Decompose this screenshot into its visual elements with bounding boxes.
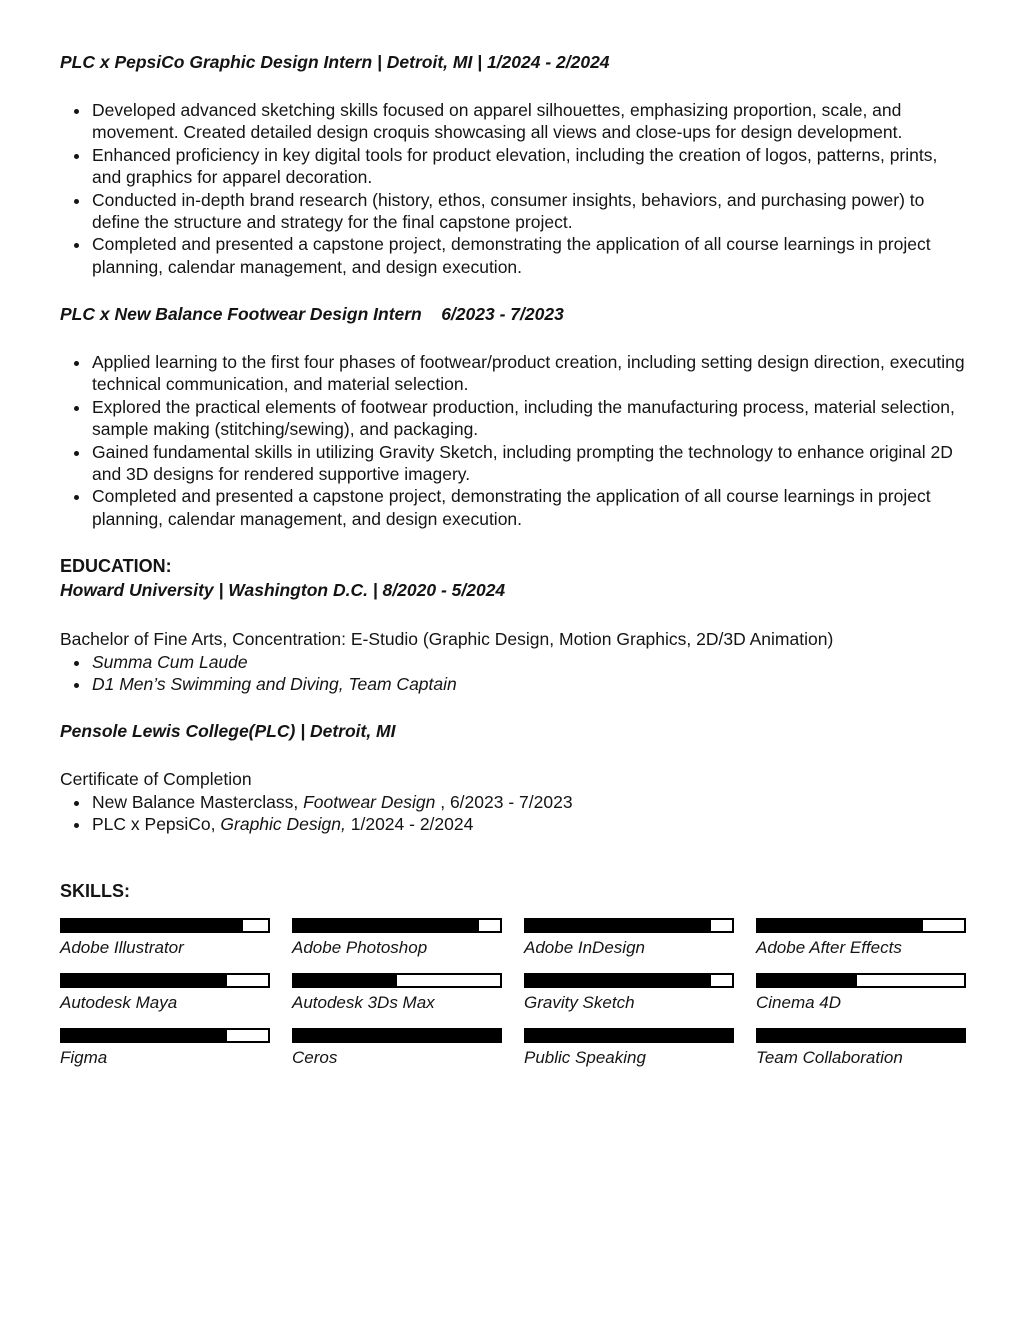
education-heading: EDUCATION: (60, 556, 172, 577)
skill-name: Public Speaking (524, 1048, 646, 1068)
bullet-item (91, 791, 966, 813)
certificate-line: Certificate of Completion (60, 769, 252, 790)
bullet-item: • Completed and presented a capstone project, demonstrating the application of all course learnings in project planning, calendar management, and design execution. (91, 485, 966, 530)
job-title-new-balance: PLC x New Balance Footwear Design Intern 6/2023 - 7/2023 (60, 304, 564, 325)
skill-level-fill (526, 920, 711, 931)
skill-level-bar (292, 973, 502, 988)
bullet-item (91, 813, 966, 835)
education-bullet-list-pensole (60, 791, 966, 836)
skill-item (292, 918, 502, 965)
skill-level-fill (526, 1030, 732, 1041)
bullet-item: • Completed and presented a capstone project, demonstrating the application of all course learnings in project planning, calendar management, and design execution. (91, 233, 966, 278)
bullet-item: • Developed advanced sketching skills focused on apparel silhouettes, emphasizing proportion, scale, and movement. Created detailed design croquis showcasing all views and close-ups for design development. (91, 99, 966, 144)
skill-item (292, 1028, 502, 1075)
skill-name: Autodesk 3Ds Max (292, 993, 435, 1013)
skill-name: Adobe InDesign (524, 938, 645, 958)
skill-level-bar (292, 918, 502, 933)
skill-level-fill (294, 920, 479, 931)
skill-level-fill (758, 1030, 964, 1041)
skill-name: Adobe Illustrator (60, 938, 184, 958)
skill-level-fill (62, 1030, 227, 1041)
school-title-pensole: Pensole Lewis College(PLC) | Detroit, MI (60, 721, 396, 742)
skill-item (524, 1028, 734, 1075)
bullet-text: 1/2024 - 2/2024 (345, 814, 474, 835)
skill-item (60, 973, 270, 1020)
skill-item (756, 918, 966, 965)
bullet-item: • Conducted in-depth brand research (history, ethos, consumer insights, behaviors, and purchasing power) to define the structure and strategy for the final capstone project. (91, 189, 966, 234)
skill-level-bar (60, 918, 270, 933)
bullet-text-italic: Footwear Design (303, 791, 436, 812)
bullet-text: PLC x PepsiCo, (92, 814, 221, 835)
skill-name: Gravity Sketch (524, 993, 635, 1013)
degree-line: Bachelor of Fine Arts, Concentration: E-Studio (Graphic Design, Motion Graphics, 2D/3D Animation) (60, 629, 834, 650)
skill-level-fill (758, 975, 857, 986)
skill-level-bar (756, 1028, 966, 1043)
job-bullet-list-pepsico (60, 99, 966, 278)
job-title-pepsico: PLC x PepsiCo Graphic Design Intern | Detroit, MI | 1/2024 - 2/2024 (60, 52, 610, 72)
skill-level-fill (526, 975, 711, 986)
skill-item (60, 918, 270, 965)
skill-name: Adobe Photoshop (292, 938, 428, 958)
skill-name: Ceros (292, 1048, 338, 1068)
education-bullet-list-howard (60, 651, 966, 696)
bullet-item: • D1 Men’s Swimming and Diving, Team Captain (91, 673, 966, 695)
skill-level-bar (524, 1028, 734, 1043)
skill-name: Figma (60, 1048, 108, 1068)
skills-section (60, 881, 966, 1083)
skill-level-fill (294, 975, 397, 986)
experience-section (60, 52, 966, 530)
skill-level-bar (756, 973, 966, 988)
skill-level-bar (60, 1028, 270, 1043)
skills-grid (60, 918, 966, 1083)
skill-item (524, 918, 734, 965)
skill-item (524, 973, 734, 1020)
skill-level-fill (62, 920, 243, 931)
bullet-item: • Explored the practical elements of footwear production, including the manufacturing process, material selection, sample making (stitching/sewing), and packaging. (91, 396, 966, 441)
bullet-text: New Balance Masterclass, (92, 791, 304, 812)
bullet-item: • Gained fundamental skills in utilizing Gravity Sketch, including prompting the technology to enhance original 2D and 3D designs for rendered supportive imagery. (91, 441, 966, 486)
education-section (60, 556, 966, 835)
skill-item (60, 1028, 270, 1075)
skill-level-bar (292, 1028, 502, 1043)
skill-name: Adobe After Effects (756, 938, 902, 958)
skill-name: Autodesk Maya (60, 993, 178, 1013)
bullet-item: • Summa Cum Laude (91, 651, 966, 673)
job-bullet-list-new-balance (60, 351, 966, 530)
bullet-text-italic: Graphic Design, (220, 814, 346, 835)
skill-item (292, 973, 502, 1020)
bullet-item: • Enhanced proficiency in key digital tools for product elevation, including the creation of logos, patterns, prints, and graphics for apparel decoration. (91, 144, 966, 189)
bullet-text: , 6/2023 - 7/2023 (435, 791, 573, 812)
skill-level-bar (756, 918, 966, 933)
skill-item (756, 973, 966, 1020)
skill-name: Cinema 4D (756, 993, 842, 1013)
skill-level-fill (294, 1030, 500, 1041)
skill-level-bar (60, 973, 270, 988)
skill-level-fill (758, 920, 923, 931)
skills-heading: SKILLS: (60, 881, 130, 902)
skill-level-bar (524, 973, 734, 988)
bullet-item: • Applied learning to the first four phases of footwear/product creation, including setting design direction, executing technical communication, and material selection. (91, 351, 966, 396)
skill-level-bar (524, 918, 734, 933)
skill-level-fill (62, 975, 227, 986)
skill-item (756, 1028, 966, 1075)
school-title-howard: Howard University | Washington D.C. | 8/2020 - 5/2024 (60, 580, 506, 601)
skill-name: Team Collaboration (756, 1048, 903, 1068)
